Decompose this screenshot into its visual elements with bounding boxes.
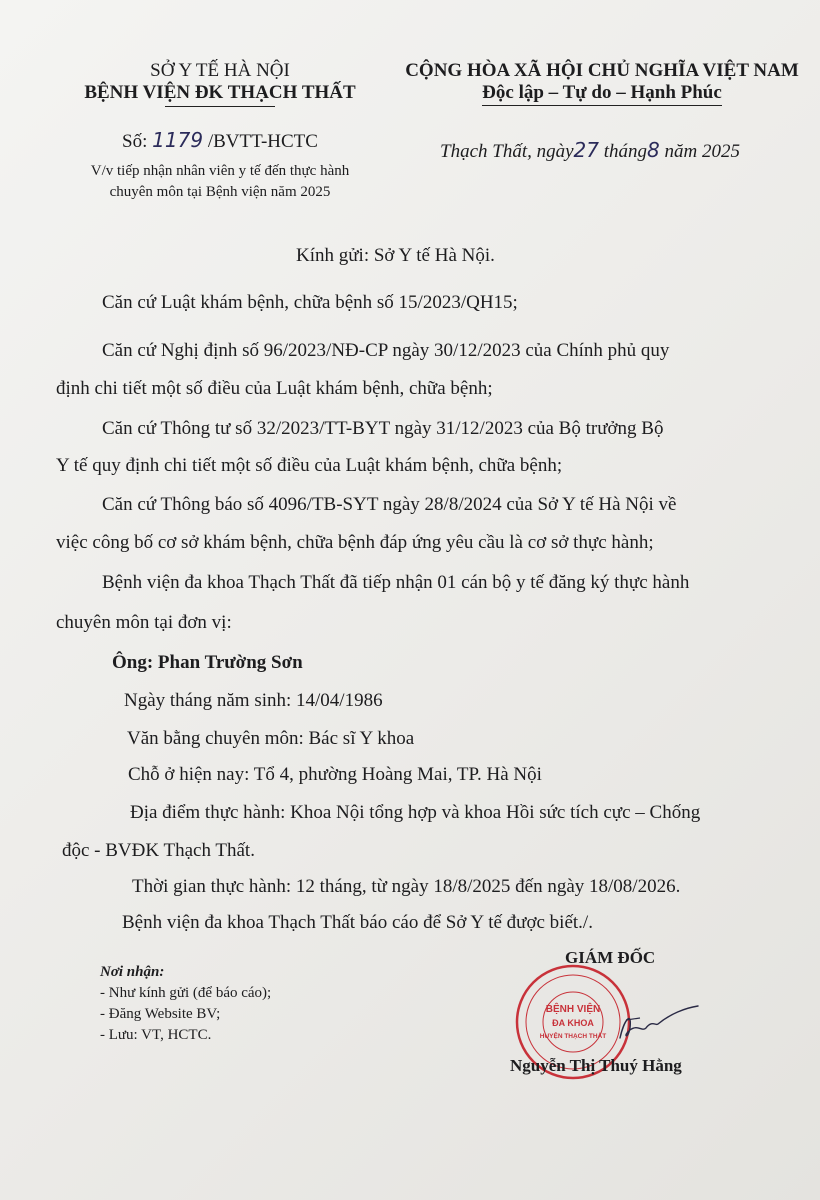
recipients-title: Nơi nhận: — [100, 964, 165, 980]
practice-location-line2: độc - BVĐK Thạch Thất. — [62, 840, 255, 861]
subject: V/v tiếp nhận nhân viên y tế đến thực hành chuyên môn tại Bệnh viện năm 2025 — [90, 163, 350, 200]
national-title: CỘNG HÒA XÃ HỘI CHỦ NGHĨA VIỆT NAM — [405, 60, 799, 81]
recipient-line: Kính gửi: Sở Y tế Hà Nội. — [296, 245, 495, 266]
recipients-list — [100, 962, 271, 1046]
legal-basis-3-line1: Căn cứ Thông tư số 32/2023/TT-BYT ngày 31/12/2023 của Bộ trưởng Bộ — [102, 418, 664, 439]
stamp-line-2: ĐA KHOA — [552, 1018, 594, 1028]
signatory-name: Nguyễn Thị Thuý Hằng — [510, 1056, 682, 1075]
practitioner-name: Ông: Phan Trường Sơn — [112, 652, 303, 673]
issuer-block — [40, 60, 400, 107]
legal-basis-2-line2: định chi tiết một số điều của Luật khám bệnh, chữa bệnh; — [56, 378, 493, 399]
document-number: Số: 1179 /BVTT-HCTC — [122, 128, 318, 152]
practitioner-degree: Văn bằng chuyên môn: Bác sĩ Y khoa — [127, 728, 415, 749]
stamp-line-3: HUYỆN THẠCH THẤT — [539, 1033, 607, 1040]
practice-location-line1: Địa điểm thực hành: Khoa Nội tổng hợp và khoa Hồi sức tích cực – Chống — [130, 802, 701, 823]
national-motto: Độc lập – Tự do – Hạnh Phúc — [392, 82, 812, 106]
recipient-item: - Như kính gửi (để báo cáo); — [100, 985, 272, 1001]
practitioner-address: Chỗ ở hiện nay: Tổ 4, phường Hoàng Mai, TP. Hà Nội — [128, 764, 542, 785]
intake-statement-line2: chuyên môn tại đơn vị: — [56, 612, 232, 633]
issuer-name: BỆNH VIỆN ĐK THẠCH THẤT — [84, 82, 356, 103]
handwritten-day: 27 — [573, 138, 599, 162]
issuer-parent: SỞ Y TẾ HÀ NỘI — [150, 60, 290, 81]
handwritten-signature-icon — [560, 990, 700, 1050]
national-motto-block — [392, 60, 812, 106]
legal-basis-4-line2: việc công bố cơ sở khám bệnh, chữa bệnh đáp ứng yêu cầu là cơ sở thực hành; — [56, 532, 654, 553]
practitioner-dob: Ngày tháng năm sinh: 14/04/1986 — [124, 690, 383, 711]
legal-basis-2-line1: Căn cứ Nghị định số 96/2023/NĐ-CP ngày 30/12/2023 của Chính phủ quy — [102, 340, 670, 361]
recipient-item: - Lưu: VT, HCTC. — [100, 1027, 212, 1043]
closing-statement: Bệnh viện đa khoa Thạch Thất báo cáo để Sở Y tế được biết./. — [122, 912, 593, 933]
intake-statement-line1: Bệnh viện đa khoa Thạch Thất đã tiếp nhận 01 cán bộ y tế đăng ký thực hành — [102, 572, 690, 593]
legal-basis-4-line1: Căn cứ Thông báo số 4096/TB-SYT ngày 28/8/2024 của Sở Y tế Hà Nội về — [102, 494, 677, 515]
signatory-title: GIÁM ĐỐC — [565, 948, 656, 967]
handwritten-number: 1179 — [152, 128, 204, 152]
legal-basis-1: Căn cứ Luật khám bệnh, chữa bệnh số 15/2023/QH15; — [102, 292, 518, 313]
legal-basis-3-line2: Y tế quy định chi tiết một số điều của Luật khám bệnh, chữa bệnh; — [56, 455, 563, 476]
handwritten-month: 8 — [647, 138, 660, 162]
practice-period: Thời gian thực hành: 12 tháng, từ ngày 18/8/2025 đến ngày 18/08/2026. — [132, 876, 681, 897]
recipient-item: - Đăng Website BV; — [100, 1006, 221, 1022]
issue-date: Thạch Thất, ngày27 tháng8 năm 2025 — [440, 138, 740, 162]
stamp-line-1: BỆNH VIỆN — [545, 1004, 601, 1015]
issuer-underline — [165, 106, 275, 107]
